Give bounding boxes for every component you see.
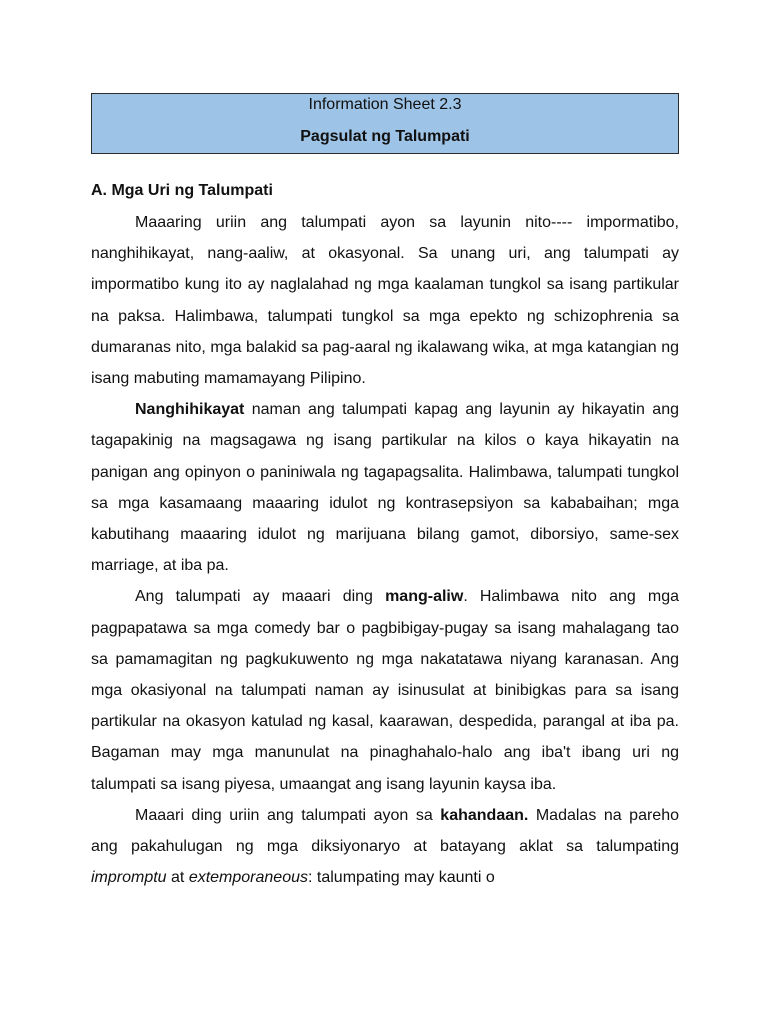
section-heading: A. Mga Uri ng Talumpati bbox=[91, 182, 273, 199]
body-text bbox=[91, 207, 679, 893]
paragraph-2-bold: Nanghihikayat bbox=[135, 401, 245, 419]
paragraph-1-text: Maaaring uriin ang talumpati ayon sa layunin nito---- impormatibo, nanghihikayat, nang-aaliw, at okasyonal. Sa unang uri, ang talumpati ay impormatibo kung ito ay naglalahad ng mga kaalaman tungkol sa isang partikular na paksa. Halimbawa, talumpati tungkol sa mga epekto ng schizophrenia sa dumaranas nito, mga balakid sa pag-aaral ng ikalawang wika, at mga katangian ng isang mabuting mamamayang Pilipino. bbox=[91, 214, 679, 388]
information-sheet-header bbox=[91, 93, 679, 154]
paragraph-4-italic-impromptu: impromptu bbox=[91, 869, 167, 887]
paragraph-4-text-before: Maaari ding uriin ang talumpati ayon sa bbox=[135, 806, 441, 824]
sheet-number: Information Sheet 2.3 bbox=[308, 96, 462, 113]
paragraph-2-text: naman ang talumpati kapag ang layunin ay hikayatin ang tagapakinig na magsagawa ng isang partikular na kilos o kaya hikayatin na panigan ang opinyon o paniniwala ng tagapagsalita. Halimbawa, talumpati tungkol sa mga kasamaang maaaring idulot ng kontrasepsiyon sa kababaihan; mga kabutihang maaaring idulot ng marijuana bilang gamot, diborsiyo, same-sex marriage, at iba pa. bbox=[91, 401, 679, 575]
paragraph-2 bbox=[91, 394, 679, 581]
paragraph-3-text-before: Ang talumpati ay maaari ding bbox=[135, 588, 386, 606]
paragraph-4-text-between: at bbox=[166, 869, 189, 887]
paragraph-3-bold: mang-aliw bbox=[385, 588, 464, 606]
paragraph-3 bbox=[91, 581, 679, 799]
paragraph-4-text-middle: Madalas na pareho ang pakahulugan ng mga diksiyonaryo at batayang aklat sa talumpating bbox=[91, 806, 680, 856]
paragraph-4-bold: kahandaan. bbox=[440, 806, 529, 824]
paragraph-3-text-after: . Halimbawa nito ang mga pagpapatawa sa mga comedy bar o pagbibigay-pugay sa isang mahalagang tao sa pamamagitan ng pagkukuwento ng mga nakatatawa niyang karanasan. Ang mga okasiyonal na talumpati naman ay isinusulat at binibigkas para sa isang partikular na okasyon katulad ng kasal, kaarawan, despedida, parangal at iba pa. Bagaman may mga manunulat na pinaghahalo-halo ang iba't ibang uri ng talumpati sa isang piyesa, umaangat ang isang layunin kaysa iba. bbox=[91, 588, 680, 793]
sheet-title: Pagsulat ng Talumpati bbox=[300, 128, 470, 145]
paragraph-1 bbox=[91, 207, 679, 394]
paragraph-4 bbox=[91, 800, 679, 894]
paragraph-4-italic-extemporaneous: extemporaneous bbox=[188, 869, 308, 887]
paragraph-4-text-after: : talumpating may kaunti o bbox=[308, 869, 495, 887]
